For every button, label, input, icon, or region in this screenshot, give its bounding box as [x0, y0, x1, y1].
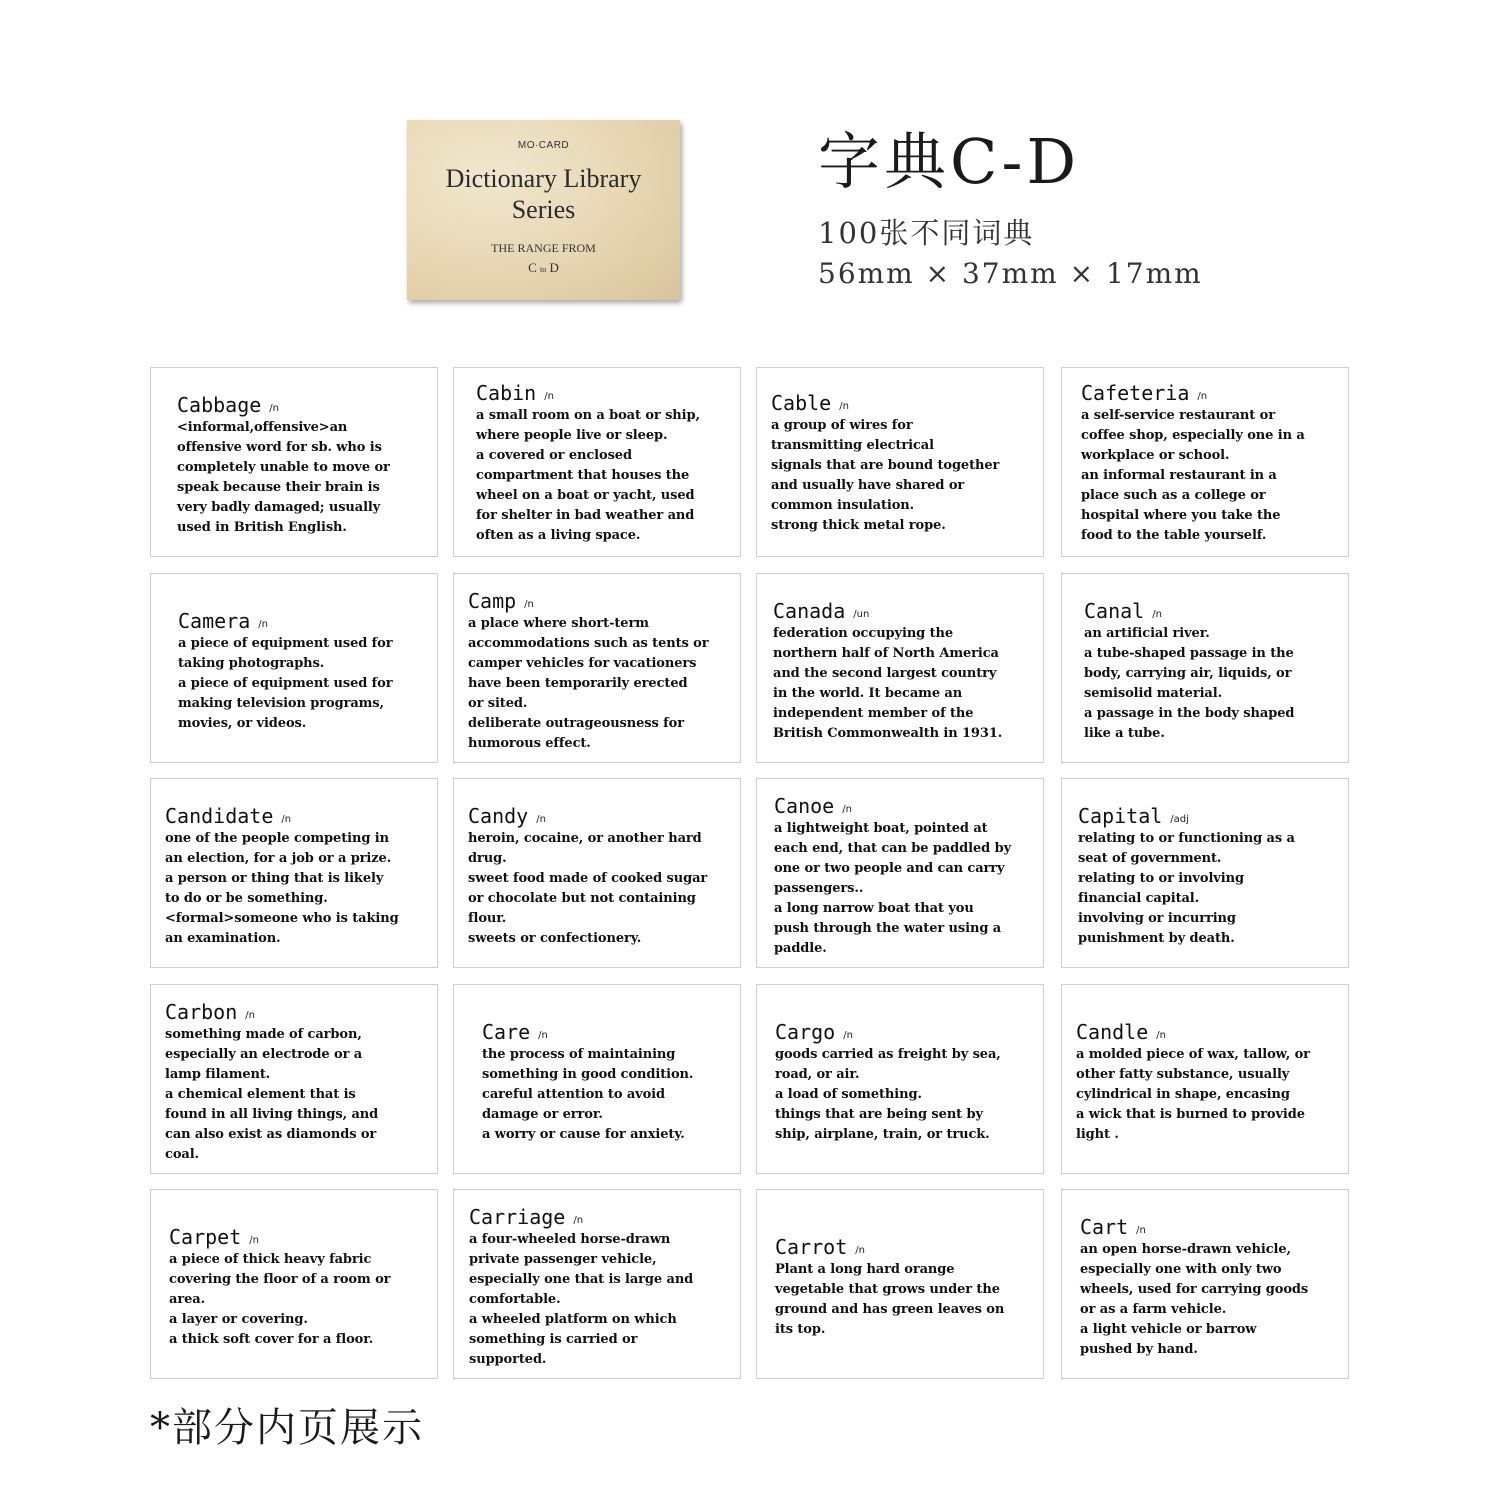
card-word: Carrot — [775, 1235, 848, 1259]
card-word: Cabin — [476, 381, 537, 405]
dictionary-card-cargo — [756, 984, 1044, 1174]
card-word: Canal — [1084, 599, 1145, 623]
card-heading — [178, 608, 423, 634]
dictionary-card-carriage — [453, 1189, 741, 1379]
card-word: Cafeteria — [1081, 381, 1190, 405]
dictionary-card-carrot — [756, 1189, 1044, 1379]
card-definition: a lightweight boat, pointed at each end, that can be paddled by one or two people and can carry passengers.. a long narrow boat that you push through the water using a paddle. — [774, 821, 1012, 956]
card-definition: something made of carbon, especially an electrode or a lamp filament. a chemical element that is found in all living things, and can also exist as diamonds or coal. — [165, 1027, 379, 1162]
box-title — [407, 163, 680, 225]
card-heading — [773, 598, 1029, 624]
card-word: Care — [482, 1020, 531, 1044]
dictionary-card-canal — [1061, 573, 1349, 763]
card-definition: a piece of equipment used for taking photographs. a piece of equipment used for making television programs, movies, or videos. — [178, 636, 393, 731]
card-heading — [775, 1019, 1029, 1045]
dictionary-card-candidate — [150, 778, 438, 968]
dictionary-card-carbon — [150, 984, 438, 1174]
card-heading — [1080, 1214, 1334, 1240]
box-title-line1: Dictionary Library — [445, 164, 642, 193]
box-range-end: D — [549, 260, 559, 275]
card-word: Carriage — [469, 1205, 566, 1229]
card-definition: the process of maintaining something in good condition. careful attention to avoid damage or error. a worry or cause for anxiety. — [482, 1047, 694, 1142]
card-part-of-speech: /n — [249, 1235, 259, 1246]
card-part-of-speech: /n — [839, 401, 849, 412]
card-heading — [775, 1234, 1029, 1260]
card-part-of-speech: /n — [1152, 609, 1162, 620]
card-part-of-speech: /n — [538, 1030, 548, 1041]
card-definition: a small room on a boat or ship, where people live or sleep. a covered or enclosed compartment that houses the wheel on a boat or yacht, used for shelter in bad weather and often as a living space. — [476, 408, 700, 543]
dictionary-card-care — [453, 984, 741, 1174]
card-definition: federation occupying the northern half of North America and the second largest country in the world. It became an independent member of the British Commonwealth in 1931. — [773, 626, 1003, 741]
card-part-of-speech: /n — [245, 1010, 255, 1021]
card-heading — [774, 793, 1029, 819]
card-word: Canada — [773, 599, 846, 623]
card-definition: an open horse-drawn vehicle, especially one with only two wheels, used for carrying goods or as a farm vehicle. a light vehicle or barrow pushed by hand. — [1080, 1242, 1309, 1357]
card-heading — [165, 999, 423, 1025]
card-part-of-speech: /n — [1136, 1225, 1146, 1236]
dictionary-card-cafeteria — [1061, 367, 1349, 557]
card-word: Candle — [1076, 1020, 1149, 1044]
card-heading — [165, 803, 423, 829]
card-word: Camera — [178, 609, 251, 633]
card-definition: a piece of thick heavy fabric covering the floor of a room or area. a layer or covering. a thick soft cover for a floor. — [169, 1252, 391, 1347]
card-part-of-speech: /n — [281, 814, 292, 825]
product-box-image — [407, 120, 680, 300]
dictionary-card-cable — [756, 367, 1044, 557]
card-definition: a molded piece of wax, tallow, or other fatty substance, usually cylindrical in shape, encasing a wick that is burned to provide light . — [1076, 1047, 1310, 1142]
card-part-of-speech: /n — [269, 403, 280, 414]
card-heading — [482, 1019, 726, 1045]
card-heading — [1076, 1019, 1334, 1045]
dictionary-card-carpet — [150, 1189, 438, 1379]
dictionary-card-capital — [1061, 778, 1349, 968]
box-range-to: to — [540, 265, 547, 274]
card-part-of-speech: /n — [1156, 1030, 1166, 1041]
box-brand: MO·CARD — [517, 140, 570, 151]
card-definition: <informal,offensive>an offensive word for sb. who is completely unable to move or speak because their brain is very badly damaged; usually used in British English. — [177, 420, 390, 535]
card-heading — [169, 1224, 423, 1250]
card-part-of-speech: /n — [855, 1245, 865, 1256]
card-part-of-speech: /n — [842, 804, 852, 815]
card-word: Candidate — [165, 804, 274, 828]
card-definition: a group of wires for transmitting electrical signals that are bound together and usually have shared or common insulation. strong thick metal rope. — [771, 418, 1000, 533]
card-part-of-speech: /n — [843, 1030, 853, 1041]
box-range-start: C — [528, 260, 537, 275]
dictionary-card-candy — [453, 778, 741, 968]
dictionary-card-camp — [453, 573, 741, 763]
card-heading — [771, 390, 1029, 416]
footer-note: *部分内页展示 — [150, 1405, 424, 1451]
card-definition: goods carried as freight by sea, road, or air. a load of something. things that are being sent by ship, airplane, train, or truck. — [775, 1047, 1001, 1142]
dictionary-card-cart — [1061, 1189, 1349, 1379]
dictionary-card-camera — [150, 573, 438, 763]
page-subtitle: 100张不同词典 — [818, 216, 1035, 250]
card-part-of-speech: /adj — [1170, 814, 1189, 825]
card-part-of-speech: /un — [853, 609, 870, 620]
card-word: Carpet — [169, 1225, 242, 1249]
dictionary-card-canoe — [756, 778, 1044, 968]
product-dimensions: 56mm × 37mm × 17mm — [818, 257, 1203, 290]
card-word: Candy — [468, 804, 529, 828]
box-range-label: THE RANGE FROM — [491, 241, 596, 255]
card-word: Cabbage — [177, 393, 262, 417]
card-word: Canoe — [774, 794, 835, 818]
card-part-of-speech: /n — [258, 619, 268, 630]
card-definition: Plant a long hard orange vegetable that grows under the ground and has green leaves on its top. — [775, 1262, 1005, 1337]
card-heading — [468, 803, 726, 829]
card-heading — [476, 380, 726, 406]
card-word: Cart — [1080, 1215, 1129, 1239]
card-definition: a self-service restaurant or coffee shop, especially one in a workplace or school. an informal restaurant in a place such as a college or hospital where you take the food to the table yourself. — [1081, 408, 1305, 543]
card-word: Camp — [468, 589, 517, 613]
dictionary-card-candle — [1061, 984, 1349, 1174]
card-part-of-speech: /n — [573, 1215, 584, 1226]
card-heading — [468, 588, 726, 614]
card-heading — [177, 392, 423, 418]
dictionary-card-cabbage — [150, 367, 438, 557]
dictionary-card-canada — [756, 573, 1044, 763]
card-definition: a place where short-term accommodations such as tents or camper vehicles for vacationers have been temporarily erected or sited. deliberate outrageousness for humorous effect. — [468, 616, 709, 751]
card-heading — [469, 1204, 726, 1230]
card-heading — [1078, 803, 1334, 829]
card-definition: heroin, cocaine, or another hard drug. sweet food made of cooked sugar or chocolate but not containing flour. sweets or confectionery. — [468, 831, 708, 946]
card-heading — [1081, 380, 1334, 406]
card-word: Cargo — [775, 1020, 836, 1044]
box-range — [407, 260, 680, 276]
box-title-line2: Series — [511, 195, 576, 224]
dictionary-card-cabin — [453, 367, 741, 557]
card-word: Carbon — [165, 1000, 238, 1024]
card-part-of-speech: /n — [544, 391, 554, 402]
card-definition: relating to or functioning as a seat of government. relating to or involving financial capital. involving or incurring punishment by death. — [1078, 831, 1295, 946]
page-title: 字典C-D — [818, 125, 1081, 198]
card-word: Capital — [1078, 804, 1163, 828]
card-part-of-speech: /n — [1197, 391, 1208, 402]
card-word: Cable — [771, 391, 832, 415]
card-definition: an artificial river. a tube-shaped passage in the body, carrying air, liquids, or semisolid material. a passage in the body shaped like a tube. — [1084, 626, 1295, 741]
card-heading — [1084, 598, 1334, 624]
card-definition: one of the people competing in an election, for a job or a prize. a person or thing that is likely to do or be something. <formal>someone who is taking an examination. — [165, 831, 399, 946]
card-part-of-speech: /n — [536, 814, 546, 825]
card-definition: a four-wheeled horse-drawn private passenger vehicle, especially one that is large and comfortable. a wheeled platform on which something is carried or supported. — [469, 1232, 694, 1367]
card-part-of-speech: /n — [524, 599, 534, 610]
